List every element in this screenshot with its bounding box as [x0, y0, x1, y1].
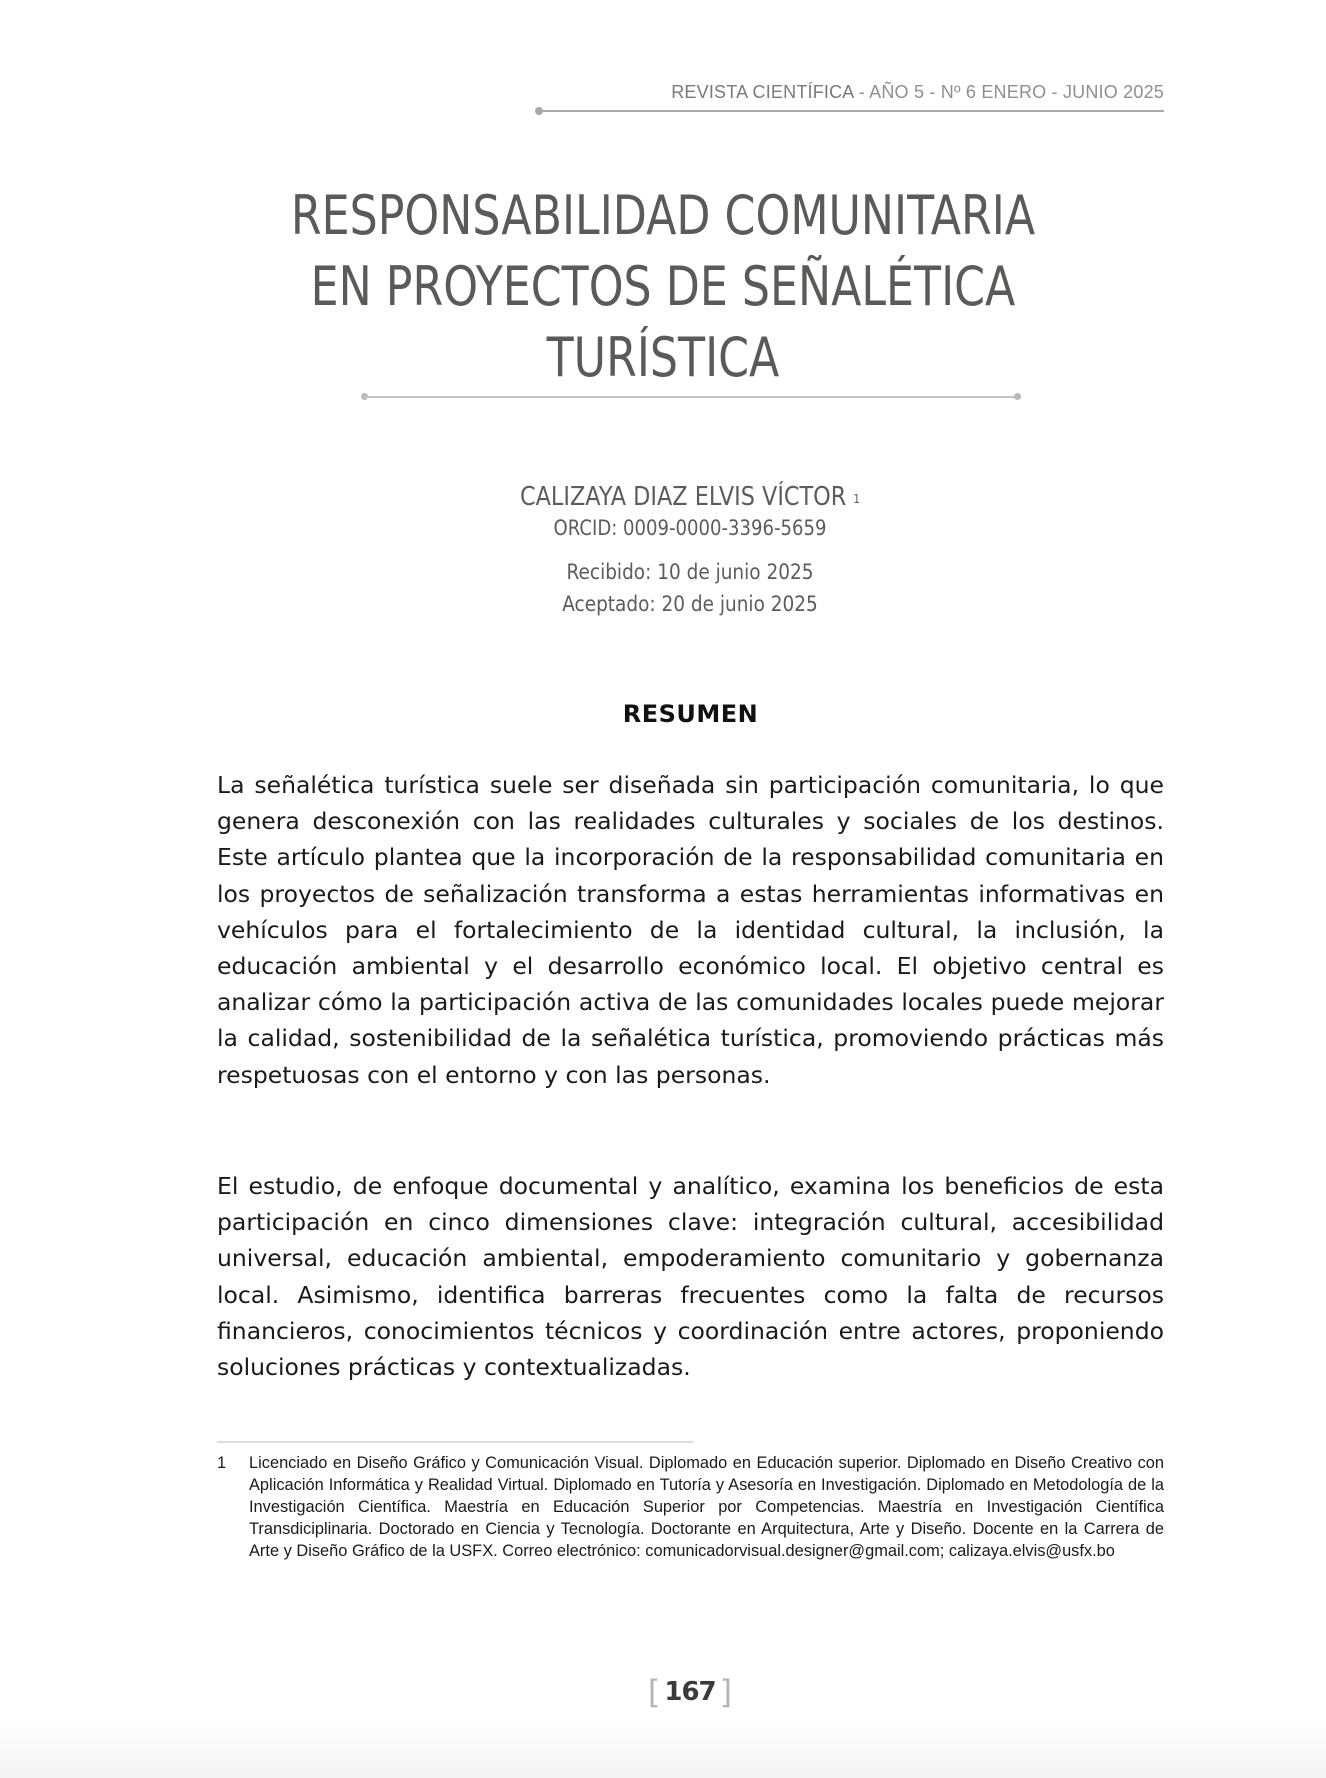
page-bracket-open: [: [647, 1673, 661, 1711]
title-rule-dot-right: [1014, 393, 1021, 400]
header-rule: [540, 110, 1164, 112]
dates: [390, 556, 990, 620]
page-bottom-shade: [0, 1718, 1326, 1778]
footnote-number: 1: [217, 1454, 227, 1472]
title-line: RESPONSABILIDAD COMUNITARIA: [290, 184, 1036, 247]
page-number: [600, 1673, 780, 1711]
title-line: EN PROYECTOS DE SEÑALÉTICA: [310, 255, 1016, 318]
title-rule: [364, 396, 1016, 398]
author-block: [390, 480, 990, 620]
author-name: [432, 480, 948, 514]
abstract-paragraph: La señalética turística suele ser diseñada sin participación comunitaria, lo que genera desconexión con las realidades culturales y sociales de los destinos. Este artículo plantea que la incorporación de la responsabilidad comunitaria en los proyectos de señalización transforma a estas herramientas informativas en vehículos para el fortalecimiento de la identidad cultural, la inclusión, la educación ambiental y el desarrollo económico local. El objetivo central es analizar cómo la participación activa de las comunidades locales puede mejorar la calidad, sostenibilidad de la señalética turística, promoviendo prácticas más respetuosas con el entorno y con las personas.: [217, 771, 1164, 1089]
page-bracket-close: ]: [719, 1673, 733, 1711]
author-name-text: CALIZAYA DIAZ ELVIS VÍCTOR: [520, 482, 847, 512]
received-date: Recibido: 10 de junio 2025: [566, 560, 814, 584]
running-header: [671, 82, 1164, 103]
footnote-text: Licenciado en Diseño Gráfico y Comunicación Visual. Diplomado en Educación superior. Diplomado en Diseño Creativo con Aplicación Informática y Realidad Virtual. Diplomado en Tutoría y Asesoría en Investigación. Diplomado en Metodología de la Investigación Científica. Maestría en Educación Superior por Competencias. Maestría en Investigación Científica Transdiciplinaria. Doctorado en Ciencia y Tecnología. Doctorante en Arquitectura, Arte y Diseño. Docente en la Carrera de Arte y Diseño Gráfico de la USFX. Correo electrónico: comunicadorvisual.designer@gmail.com; calizaya.elvis@usfx.bo: [249, 1454, 1164, 1560]
orcid: ORCID: 0009-0000-3396-5659: [553, 516, 827, 540]
abstract-paragraph: El estudio, de enfoque documental y analítico, examina los beneficios de esta participación en cinco dimensiones clave: integración cultural, accesibilidad universal, educación ambiental, empoderamiento comunitario y gobernanza local. Asimismo, identifica barreras frecuentes como la falta de recursos financieros, conocimientos técnicos y coordinación entre actores, proponiendo soluciones prácticas y contextualizadas.: [217, 1172, 1164, 1382]
article-title: [163, 180, 1163, 393]
issue-info: - AÑO 5 - Nº 6 ENERO - JUNIO 2025: [853, 82, 1164, 102]
footnote-ref[interactable]: 1: [853, 492, 860, 506]
footnote-rule: [217, 1441, 693, 1443]
title-line: TURÍSTICA: [546, 326, 780, 389]
footnote: [217, 1452, 1164, 1562]
abstract-heading: RESUMEN: [622, 700, 759, 728]
accepted-date: Aceptado: 20 de junio 2025: [562, 592, 818, 616]
page-number-value: 167: [664, 1677, 716, 1707]
journal-name: REVISTA CIENTÍFICA: [671, 82, 854, 102]
